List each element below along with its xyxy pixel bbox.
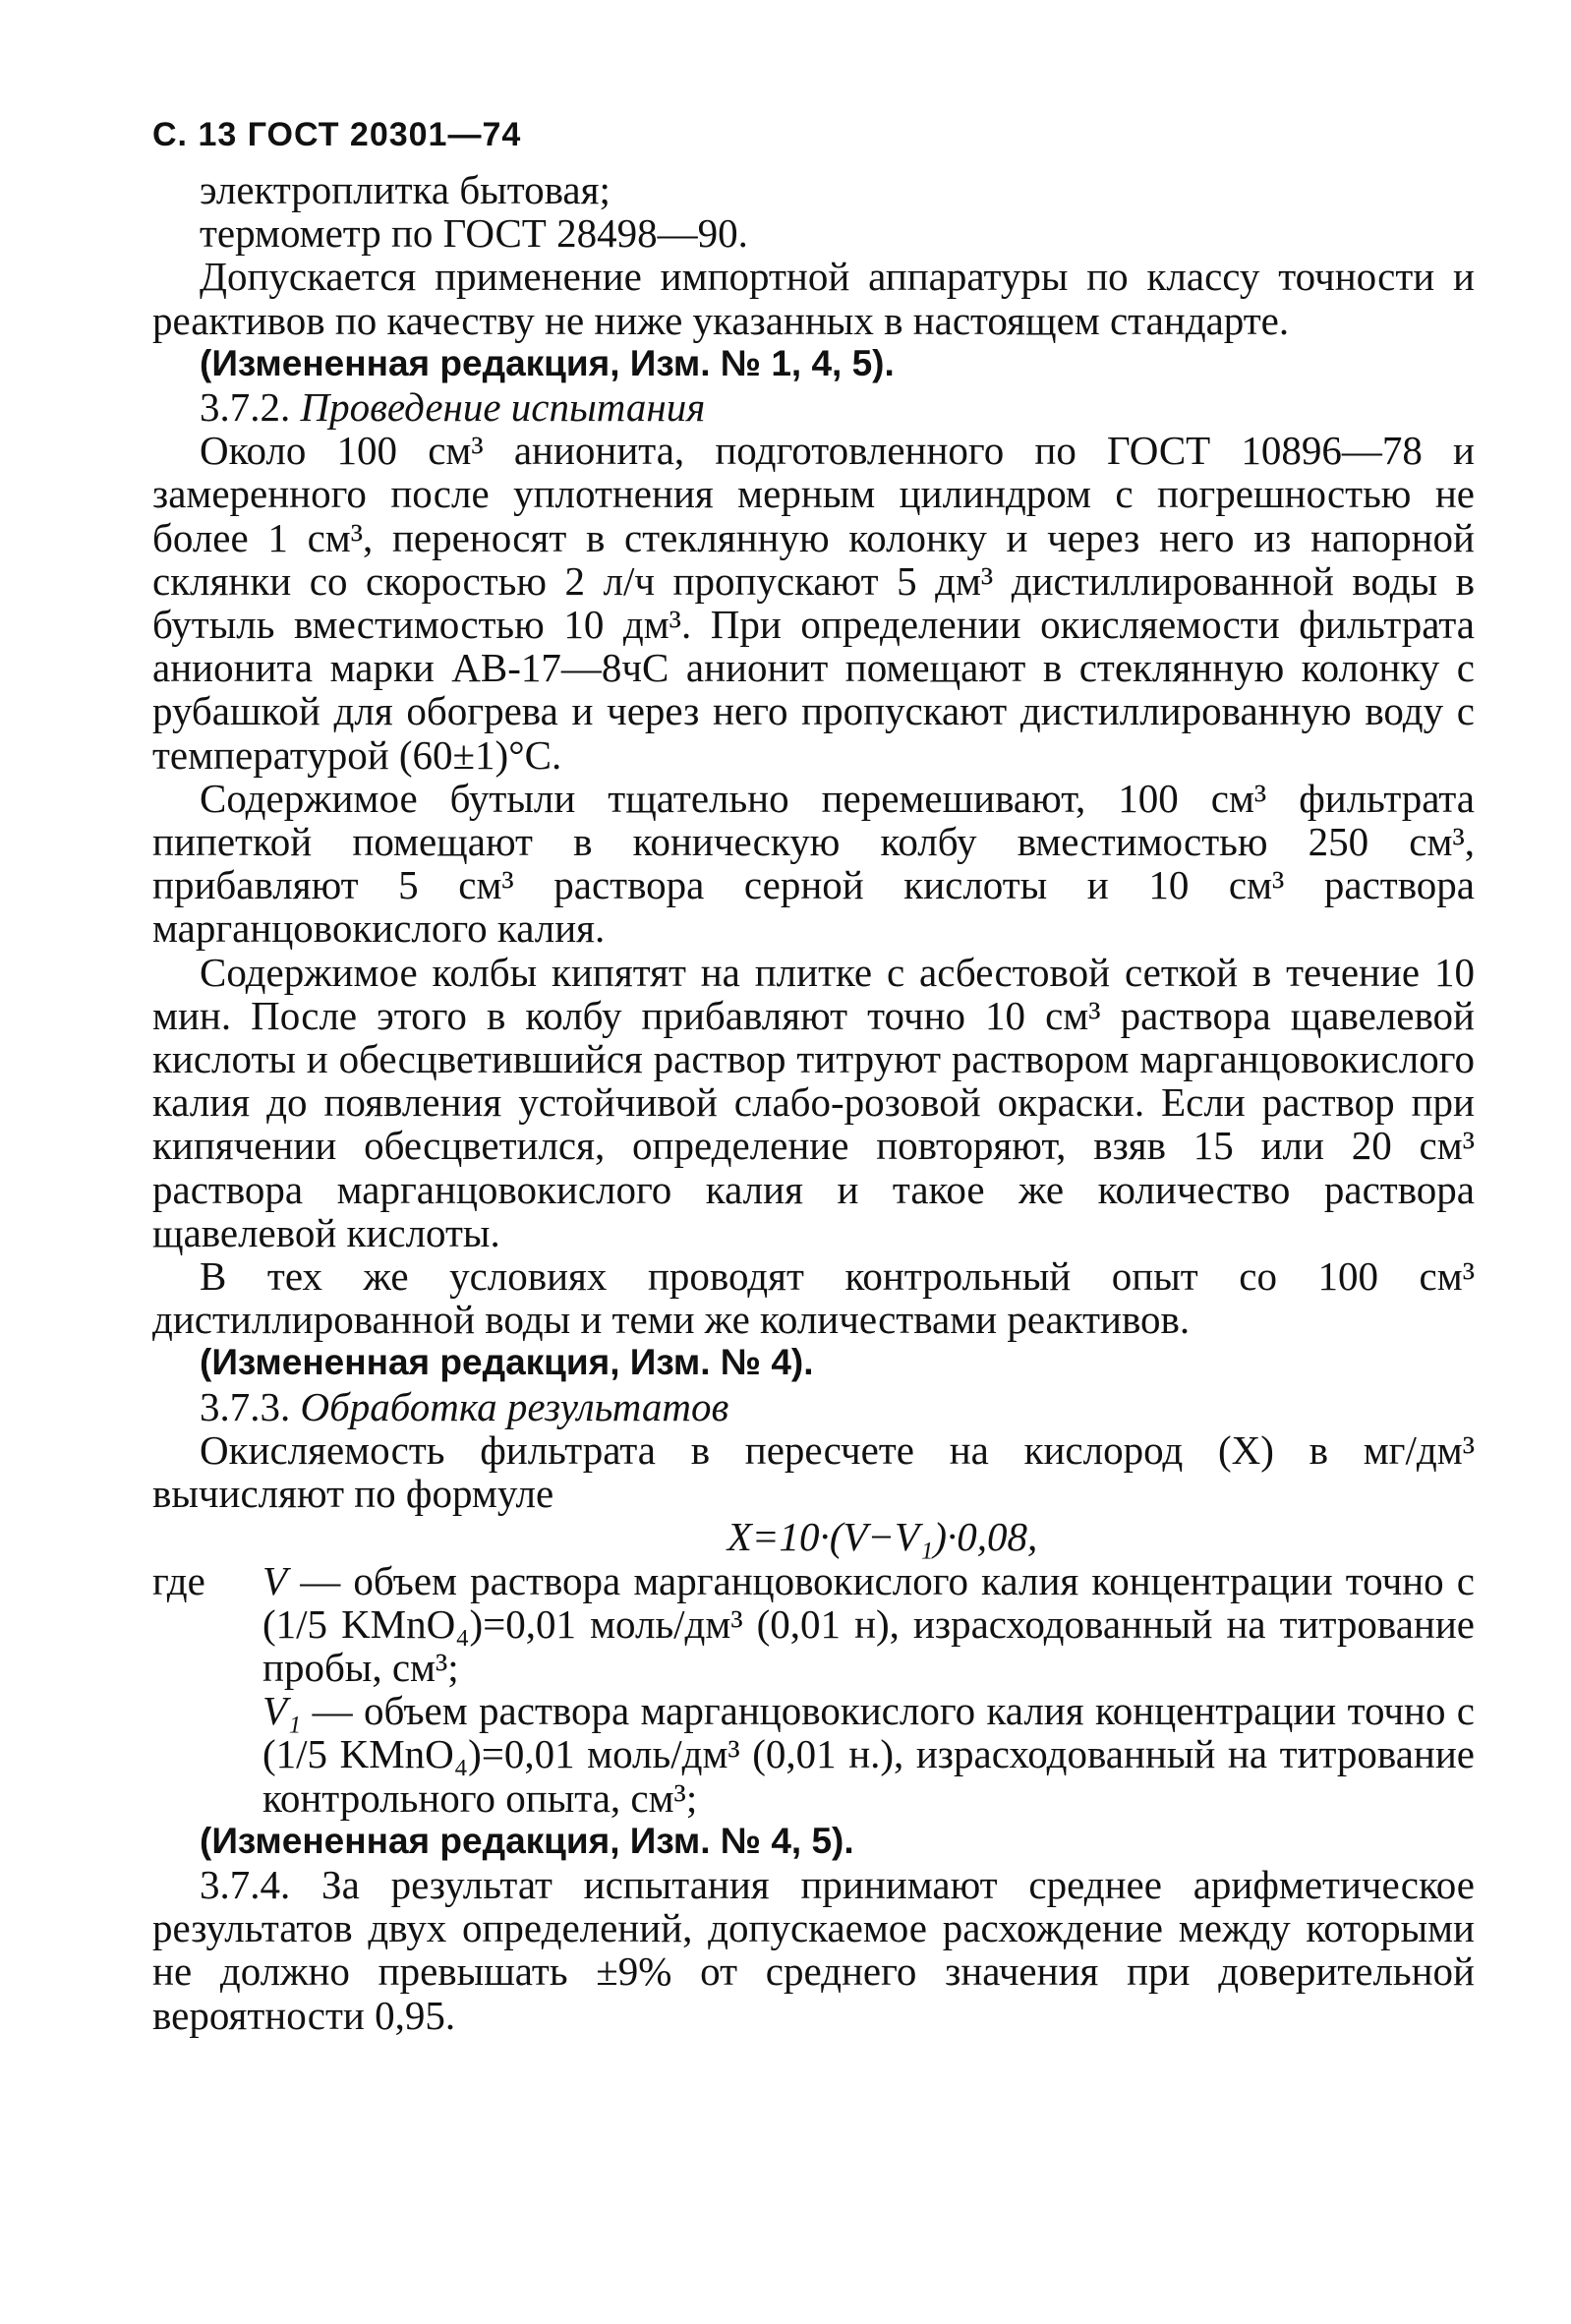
definition-v1 xyxy=(152,1689,1475,1820)
variable-symbol: V xyxy=(262,1557,288,1603)
section-title: Обработка результатов xyxy=(300,1383,729,1429)
list-line-stove: электроплитка бытовая; xyxy=(200,167,611,212)
paragraph-anionite: Около 100 см³ анионита, подготовленного по ГОСТ 10896—78 и замеренного после уплотнения мерным цилиндром с погрешностью не более 1 см³, переносят в стеклянную колонку и через него из напорной склянки со скоростью 2 л/ч пропускают 5 дм³ дистиллированной воды в бутыль вместимостью 10 дм³. При определении окисляемости фильтрата анионита марки АВ-17—8чС анионит помещают в стеклянную колонку с рубашкой для обогрева и через него пропускают дистиллированную воду с температурой (60±1)°С. xyxy=(152,428,1475,778)
paragraph-result: 3.7.4. За результат испытания принимают среднее арифметическое результатов двух определений, допускаемое расхождение между которыми не должно превышать ±9% от среднего значения при доверительной вероятности 0,95. xyxy=(152,1861,1475,2038)
section-heading-3-7-3 xyxy=(152,1385,1475,1428)
paragraph-boiling: Содержимое колбы кипятят на плитке с асбестовой сеткой в течение 10 мин. После этого в колбу прибавляют точно 10 см³ раствора щавелевой кислоты и обесцветившийся раствор титруют раствором марганцовокислого калия до появления устойчивой слабо-розовой окраски. Если раствор при кипячении обесцветился, определение повторяют, взяв 15 или 20 см³ раствора марганцовокислого калия и такое же количество раствора щавелевой кислоты. xyxy=(152,949,1475,1255)
page-header: С. 13 ГОСТ 20301—74 xyxy=(152,116,522,153)
amendment-note-3: (Измененная редакция, Изм. № 4, 5). xyxy=(200,1820,854,1861)
definition-text xyxy=(262,1559,1475,1690)
definition-body: — объем раствора марганцовокислого калия концентрации точно c (1/5 KMnO₄)=0,01 моль/дм³ (0,01 н.), израсходованный на титрование контрольного опыта, см³; xyxy=(262,1688,1476,1821)
section-heading-3-7-2 xyxy=(152,385,1475,429)
amendment-note-2: (Измененная редакция, Изм. № 4). xyxy=(200,1342,814,1383)
where-word: где xyxy=(152,1557,205,1603)
paragraph-oxidizability: Окисляемость фильтрата в пересчете на кислород (X) в мг/дм³ вычисляют по формуле xyxy=(152,1426,1475,1517)
section-number: 3.7.3. xyxy=(200,1383,291,1429)
variable-definitions xyxy=(152,1559,1475,1820)
section-number: 3.7.2. xyxy=(200,384,291,431)
variable-symbol: V₁ xyxy=(262,1688,302,1734)
definition-body: — объем раствора марганцовокислого калия концентрации точно c (1/5 KMnO₄)=0,01 моль/дм³ (0,01 н), израсходованный на титрование пробы, см³; xyxy=(262,1557,1476,1690)
amendment-note-1: (Измененная редакция, Изм. № 1, 4, 5). xyxy=(200,342,895,383)
document-page xyxy=(152,116,1475,2037)
formula: X=10·(V−V₁)·0,08, xyxy=(727,1514,1038,1560)
section-title: Проведение испытания xyxy=(300,384,706,431)
list-line-thermometer: термометр по ГОСТ 28498—90. xyxy=(200,210,748,257)
document-body xyxy=(152,168,1475,2037)
paragraph-control-test: В тех же условиях проводят контрольный опыт со 100 см³ дистиллированной воды и теми же количествами реактивов. xyxy=(152,1253,1475,1343)
definition-text xyxy=(262,1689,1475,1820)
definition-v xyxy=(152,1559,1475,1690)
paragraph-import-equipment: Допускается применение импортной аппаратуры по классу точности и реактивов по качеству не ниже указанных в настоящем стандарте. xyxy=(152,254,1475,343)
paragraph-mixing: Содержимое бутыли тщательно перемешивают, 100 см³ фильтрата пипеткой помещают в коническую колбу вместимостью 250 см³, прибавляют 5 см³ раствора серной кислоты и 10 см³ раствора марганцовокислого калия. xyxy=(152,775,1475,952)
